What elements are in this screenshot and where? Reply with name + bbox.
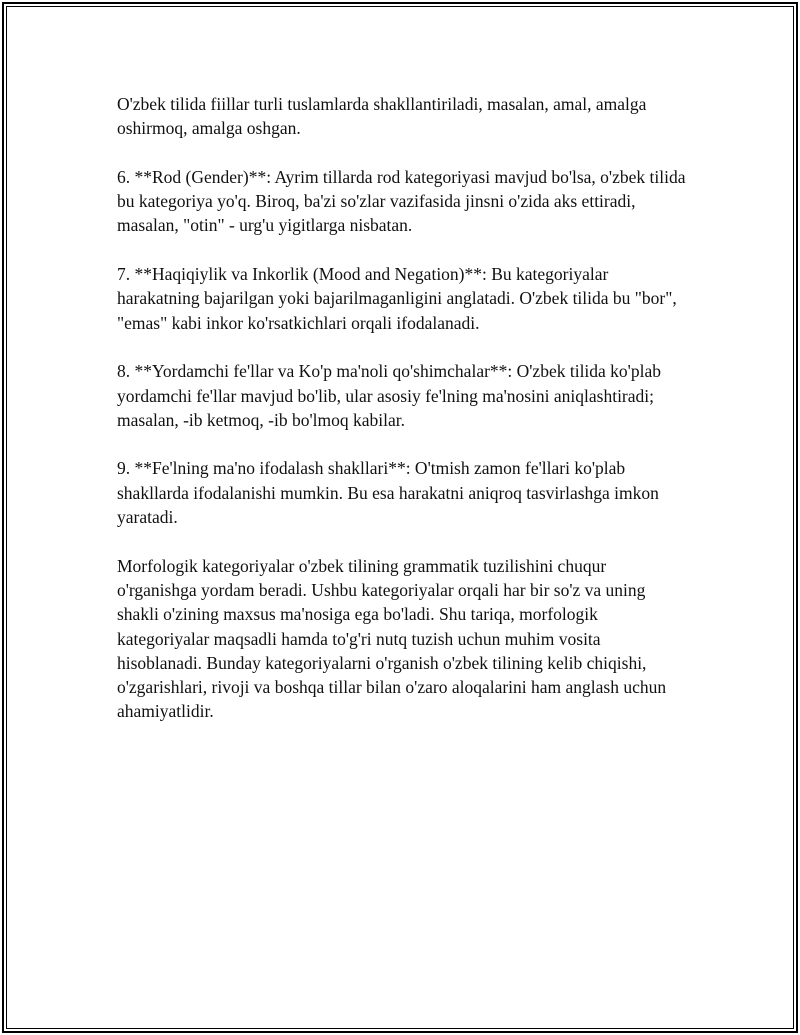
paragraph-item-8-auxiliary-verbs: 8. **Yordamchi fe'llar va Ko'p ma'noli qo'shimchalar**: O'zbek tilida ko'plab yordamchi fe'llar mavjud bo'lib, ular asosiy fe'lning ma'nosini aniqlashtiradi; masalan, -ib ketmoq, -ib bo'lmoq kabilar.: [117, 361, 661, 430]
paragraph-item-7-mood-negation: 7. **Haqiqiylik va Inkorlik (Mood and Negation)**: Bu kategoriyalar harakatning bajarilgan yoki bajarilmaganligini anglatadi. O'zbek tilida bu "bor", "emas" kabi inkor ko'rsatkichlari orqali ifodalanadi.: [117, 264, 677, 333]
paragraph-item-6-gender: 6. **Rod (Gender)**: Ayrim tillarda rod kategoriyasi mavjud bo'lsa, o'zbek tilida bu kategoriya yo'q. Biroq, ba'zi so'zlar vazifasida jinsni o'zida aks ettiradi, masalan, "otin" - urg'u yigitlarga nisbatan.: [117, 166, 686, 236]
document-body: [117, 92, 689, 748]
paragraph-intro-continuation: O'zbek tilida fiillar turli tuslamlarda shakllantiriladi, masalan, amal, amalga oshirmoq, amalga oshgan.: [117, 94, 647, 139]
paragraph-item-9-verb-forms: 9. **Fe'lning ma'no ifodalash shakllari**: O'tmish zamon fe'llari ko'plab shakllarda ifodalanishi mumkin. Bu esa harakatni aniqroq tasvirlashga imkon yaratadi.: [117, 458, 659, 528]
paragraph-conclusion: Morfologik kategoriyalar o'zbek tilining grammatik tuzilishini chuqur o'rganishga yordam beradi. Ushbu kategoriyalar orqali har bir so'z va uning shakli o'zining maxsus ma'nosiga ega bo'ladi. Shu tariqa, morfologik kategoriyalar maqsadli hamda to'g'ri nutq tuzish uchun muhim vosita hisoblanadi. Bunday kategoriyalarni o'rganish o'zbek tilining kelib chiqishi, o'zgarishlari, rivoji va boshqa tillar bilan o'zaro aloqalarini ham anglash uchun ahamiyatlidir.: [117, 555, 667, 722]
